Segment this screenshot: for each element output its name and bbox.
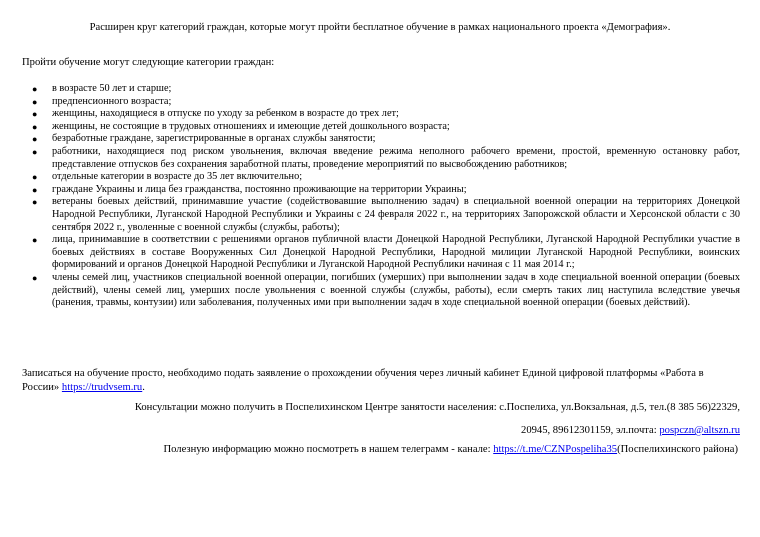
category-list [30, 83, 740, 310]
list-item: ● лица, принимавшие в соответствии с решениями органов публичной власти Донецкой Народной Республики, Луганской Народной Республики участие в боевых действиях в составе Вооруженных Сил Донецкой Народной Республики, Народной милиции Луганской Народной Республики, воинских формирований и органов Донецкой Народной Республики и Луганской Народной Республики начиная с 11 мая 2014 г.; [32, 234, 740, 271]
list-item: ● женщины, не состоящие в трудовых отношениях и имеющие детей дошкольного возраста; [32, 120, 450, 132]
list-item: ● в возрасте 50 лет и старше; [32, 83, 172, 94]
bullet-icon: ● [32, 121, 38, 132]
list-item: ● работники, находящиеся под риском увольнения, включая введение режима неполного рабочего времени, простой, временную остановку работ, представление отпусков без сохранения заработной платы, проведение мероприятий по высвобождению работников; [32, 145, 740, 170]
list-item: ● предпенсионного возраста; [32, 95, 172, 107]
bullet-icon: ● [32, 184, 38, 195]
bullet-icon: ● [32, 84, 38, 94]
bullet-icon: ● [32, 172, 38, 183]
bullet-icon: ● [32, 235, 38, 246]
bullet-icon: ● [32, 134, 38, 145]
intro-text: Пройти обучение могут следующие категории граждан: [22, 57, 275, 68]
list-item: ● ветераны боевых действий, принимавшие участие (содействовавшие выполнению задач) в специальной военной операции на территориях Донецкой Народной Республики, Луганской Народной Республики и Украины с 24 февраля 2022 г., на территориях Запорожской области и Херсонской области с 30 сентября 2022 г., уволенные с военной службы (службы, работы); [32, 196, 740, 233]
signup-paragraph: Записаться на обучение просто, необходимо подать заявление о прохождении обучения через личный кабинет Единой цифровой платформы «Работа в России» https://trudvsem.ru. [22, 368, 704, 393]
telegram-paragraph: Полезную информацию можно посмотреть в нашем телеграмм - канале: https://t.me/CZNPospeliha35(Поспелихинского района) [163, 444, 738, 455]
list-item: ● женщины, находящиеся в отпуске по уходу за ребенком в возрасте до трех лет; [32, 108, 399, 120]
document-title: Расширен круг категорий граждан, которые могут пройти бесплатное обучение в рамках национального проекта «Демография». [89, 22, 671, 33]
bullet-icon: ● [32, 109, 38, 120]
bullet-icon: ● [32, 96, 38, 107]
list-item: ● отдельные категории в возрасте до 35 лет включительно; [32, 171, 303, 183]
consult-line-1: Консультации можно получить в Поспелихинском Центре занятости населения: с.Поспелиха, ул.Вокзальная, д.5, тел.(8 385 56)22329, [134, 402, 740, 413]
telegram-link[interactable]: https://t.me/CZNPospeliha35 [493, 444, 618, 455]
trudvsem-link[interactable]: https://trudvsem.ru [61, 381, 143, 393]
list-item: ● безработные граждане, зарегистрированные в органах службы занятости; [32, 133, 376, 145]
consult-line-2: 20945, 89612301159, эл.почта: pospczn@altszn.ru [521, 425, 740, 436]
bullet-icon: ● [32, 272, 38, 283]
list-item: ● члены семей лиц, участников специальной военной операции, погибших (умерших) при выполнении задач в ходе специальной военной операции (боевых действий), члены семей лиц, умерших после увольнения с военной службы (службы, работы), если смерть таких лиц наступила вследствие увечья (ранения, травмы, контузии) или заболевания, полученных ими при выполнении задач в ходе специальной военной операции (боевых действий). [32, 271, 740, 309]
email-link[interactable]: pospczn@altszn.ru [659, 425, 740, 436]
bullet-icon: ● [32, 146, 38, 157]
bullet-icon: ● [32, 197, 38, 208]
list-item: ● граждане Украины и лица без гражданства, постоянно проживающие на территории Украины; [32, 183, 467, 195]
